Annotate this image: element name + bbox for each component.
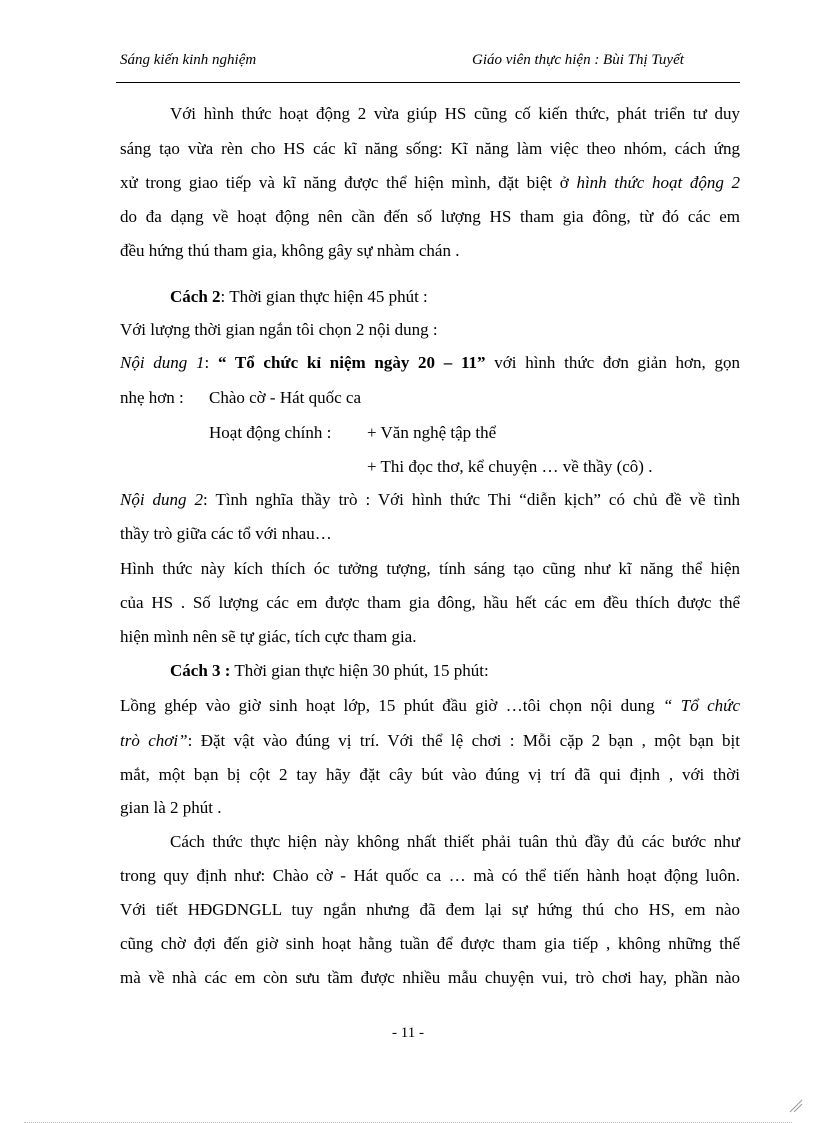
text: : Tình nghĩa thầy trò : Với hình thức Thi “diễn kịch” có chủ đề về tình [203, 490, 740, 509]
content-label: Nội dung 1 [120, 353, 205, 372]
text: Chào cờ - Hát quốc ca [209, 388, 362, 407]
text: cũng chờ đợi đến giờ sinh hoạt hằng tuần để được tham gia tiếp , không những thế [120, 934, 740, 953]
paragraph-line [367, 423, 667, 443]
text: Với hình thức hoạt động 2 vừa giúp HS cũng cố kiến thức, phát triển tư duy [170, 104, 740, 123]
header-title: Sáng kiến kinh nghiệm [120, 52, 257, 68]
paragraph-line [209, 388, 609, 408]
bold-title: “ Tổ chức kỉ niệm ngày 20 – 11” [217, 353, 486, 372]
section-heading [170, 661, 790, 681]
emphasis-text: trò chơi” [120, 731, 188, 750]
paragraph-line [367, 457, 727, 477]
paragraph-line [120, 798, 740, 818]
text: Hình thức này kích thích óc tưởng tượng, tính sáng tạo cũng như kĩ năng thể hiện [120, 559, 740, 578]
paragraph-line [120, 241, 740, 261]
text: đều hứng thú tham gia, không gây sự nhàm chán . [120, 241, 460, 260]
text: mắt, một bạn bị cột 2 tay hãy đặt cây bút vào đúng vị trí đã qui định , với thời [120, 765, 740, 784]
header-author: Giáo viên thực hiện : Bùi Thị Tuyết [472, 52, 684, 68]
paragraph-line [120, 627, 740, 647]
paragraph-line [120, 207, 740, 227]
paragraph-line [120, 593, 740, 613]
text: nhẹ hơn : [120, 388, 184, 407]
text: do đa dạng về hoạt động nên cần đến số lượng HS tham gia đông, từ đó các em [120, 207, 740, 226]
paragraph-line [120, 731, 740, 751]
paragraph-line [170, 104, 740, 124]
section-heading [170, 287, 790, 307]
emphasis-text: hình thức hoạt động 2 [576, 173, 741, 192]
emphasis-text: “ Tổ chức [662, 696, 740, 715]
text: Hoạt động chính : [209, 423, 332, 442]
paragraph-line [120, 353, 740, 373]
paragraph-line [120, 559, 740, 579]
paragraph-line [120, 173, 740, 193]
text: Thời gian thực hiện 30 phút, 15 phút: [230, 661, 489, 680]
text: với hình thức đơn giản hơn, gọn [485, 353, 741, 372]
paragraph-line [120, 866, 740, 886]
paragraph-line [120, 320, 740, 340]
page-number: - 11 - [392, 1025, 424, 1041]
content-label: Nội dung 2 [120, 490, 204, 509]
text: trong quy định như: Chào cờ - Hát quốc ca … mà có thể tiến hành hoạt động luôn. [120, 866, 740, 885]
text: : Đặt vật vào đúng vị trí. Với thể lệ chơi : Mỗi cặp 2 bạn , một bạn bịt [187, 731, 741, 750]
paragraph-line [120, 968, 740, 988]
paragraph-line [120, 765, 740, 785]
text: thầy trò giữa các tổ với nhau… [120, 524, 332, 543]
text: mà về nhà các em còn sưu tầm được nhiều mẫu chuyện vui, trò chơi hay, phần nào [120, 968, 740, 987]
text: Với lượng thời gian ngắn tôi chọn 2 nội dung : [120, 320, 438, 339]
text: của HS . Số lượng các em được tham gia đông, hầu hết các em đều thích được thể [120, 593, 740, 612]
text: hiện mình nên sẽ tự giác, tích cực tham gia. [120, 627, 417, 646]
header-divider [116, 82, 740, 83]
paragraph-line [170, 832, 740, 852]
text: : [204, 353, 218, 372]
heading-label: Cách 2 [170, 287, 221, 306]
paragraph-line [120, 934, 740, 954]
corner-mark-icon [788, 1098, 804, 1114]
paragraph-line [120, 900, 740, 920]
text: sáng tạo vừa rèn cho HS các kĩ năng sống: Kĩ năng làm việc theo nhóm, cách ứng [120, 139, 740, 158]
text: xử trong giao tiếp và kĩ năng được thể hiện mình, đặt biệt ở [120, 173, 577, 192]
heading-label: Cách 3 : [170, 661, 231, 680]
text: Cách thức thực hiện này không nhất thiết phải tuân thủ đầy đủ các bước như [170, 832, 740, 851]
paragraph-line [120, 139, 740, 159]
text: gian là 2 phút . [120, 798, 222, 817]
text: Với tiết HĐGDNGLL tuy ngắn nhưng đã đem lại sự hứng thú cho HS, em nào [120, 900, 740, 919]
paragraph-line [120, 524, 740, 544]
text: + Thi đọc thơ, kể chuyện … về thầy (cô) . [367, 457, 653, 476]
text: Lồng ghép vào giờ sinh hoạt lớp, 15 phút đầu giờ …tôi chọn nội dung [120, 696, 663, 715]
paragraph-line [120, 490, 740, 510]
text: : Thời gian thực hiện 45 phút : [220, 287, 428, 306]
paragraph-line [120, 696, 740, 716]
text: + Văn nghệ tập thể [367, 423, 497, 442]
